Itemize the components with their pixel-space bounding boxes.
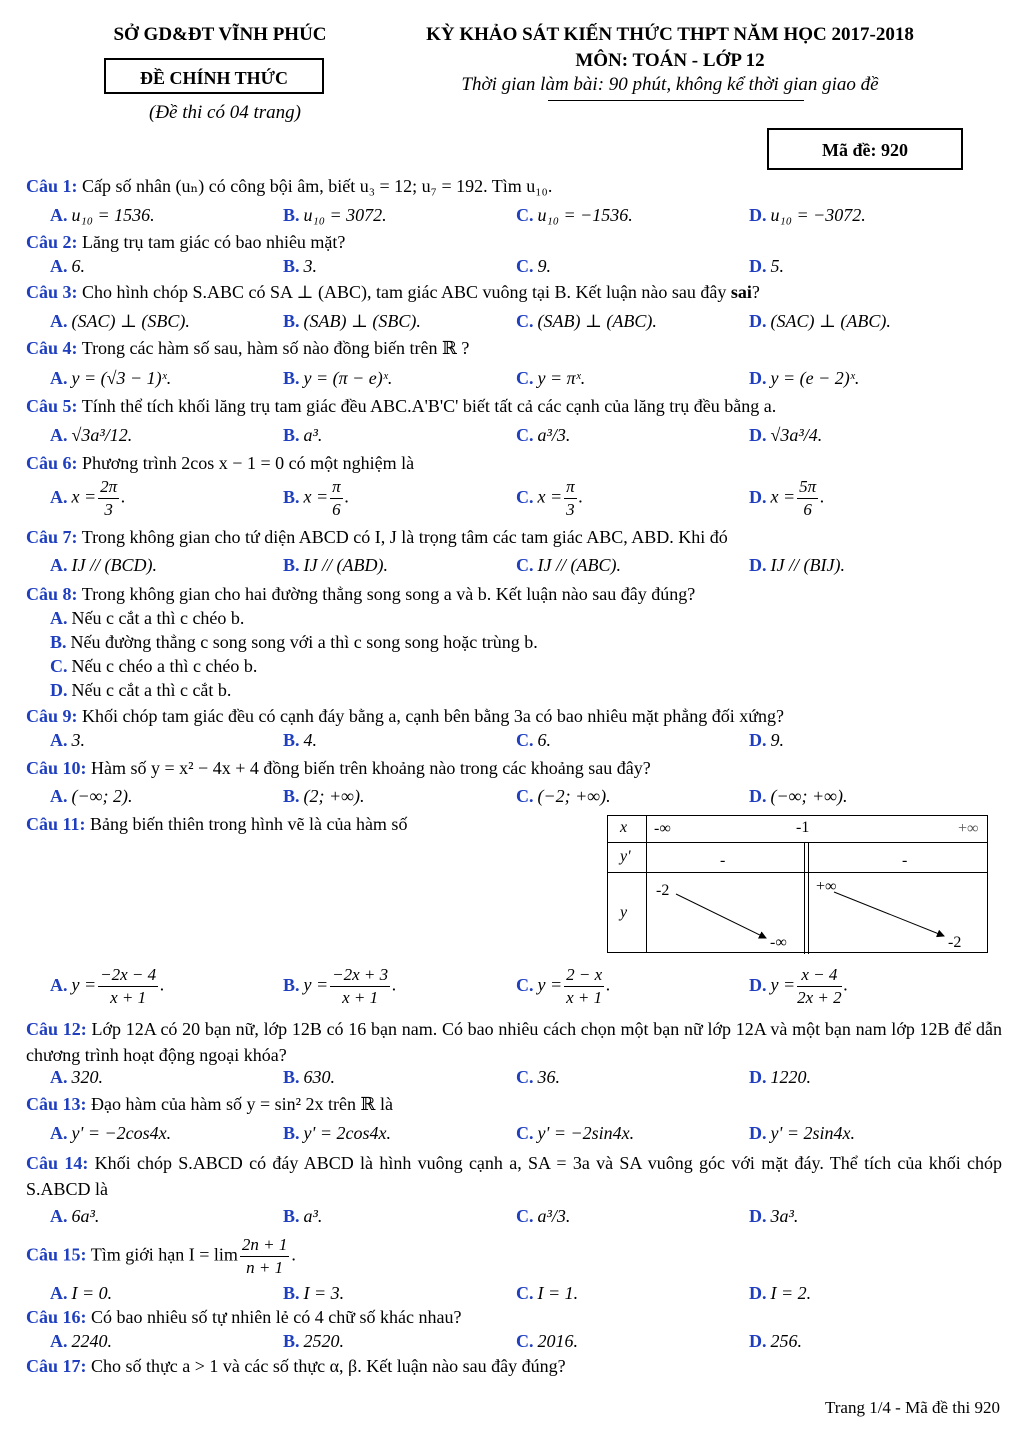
page-footer: Trang 1/4 - Mã đề thi 920	[824, 1398, 1000, 1417]
q7-option-b[interactable]: B. IJ // (ABD).	[283, 555, 388, 575]
q4-option-d[interactable]: D. y = (e − 2)ˣ.	[749, 368, 860, 388]
q6-option-b[interactable]: B. x = $\frac{\pi}{6}$ .	[283, 477, 350, 519]
question-16: Câu 16: Có bao nhiêu số tự nhiên lẻ có 4 chữ số khác nhau?	[26, 1307, 462, 1327]
q3-option-d[interactable]: D. (SAC) ⊥ (ABC).	[749, 311, 891, 331]
table-y-label: y	[620, 904, 628, 921]
question-7: Câu 7: Trong không gian cho tứ diện ABCD có I, J là trọng tâm các tam giác ABC, ABD. Khi đó	[26, 527, 728, 547]
q16-option-c[interactable]: C. 2016.	[516, 1331, 578, 1351]
q12-option-c[interactable]: C. 36.	[516, 1067, 560, 1087]
q13-option-a[interactable]: A. y' = −2cos4x.	[50, 1123, 172, 1143]
q15-option-d[interactable]: D. I = 2.	[749, 1283, 812, 1303]
q6-option-a[interactable]: A. x = $\frac{2\pi}{3}$ .	[50, 477, 126, 519]
q16-option-b[interactable]: B. 2520.	[283, 1331, 345, 1351]
q10-option-c[interactable]: C. (−2; +∞).	[516, 786, 611, 806]
q2-option-d[interactable]: D. 5.	[749, 256, 784, 276]
exam-title: KỲ KHẢO SÁT KIẾN THỨC THPT NĂM HỌC 2017-2018	[426, 24, 914, 45]
question-3: Câu 3: Cho hình chóp S.ABC có SA ⊥ (ABC), tam giác ABC vuông tại B. Kết luận nào sau đây sai?	[26, 282, 760, 302]
q9-option-a[interactable]: A. 3.	[50, 730, 85, 750]
question-2: Câu 2: Lăng trụ tam giác có bao nhiêu mặt?	[26, 232, 346, 252]
question-10: Câu 10: Hàm số y = x² − 4x + 4 đồng biến trên khoảng nào trong các khoảng sau đây?	[26, 758, 651, 778]
q14-option-c[interactable]: C. a³/3.	[516, 1206, 571, 1226]
q8-option-a[interactable]: A. Nếu c cắt a thì c chéo b.	[50, 608, 245, 628]
q13-option-d[interactable]: D. y' = 2sin4x.	[749, 1123, 855, 1143]
table-x-pos-inf: +∞	[958, 820, 979, 837]
q14-option-d[interactable]: D. 3a³.	[749, 1206, 799, 1226]
table-x-label: x	[620, 819, 628, 836]
q8-option-d[interactable]: D. Nếu c cắt a thì c cắt b.	[50, 680, 232, 700]
table-arrows	[608, 816, 989, 954]
question-8: Câu 8: Trong không gian cho hai đường thẳng song song a và b. Kết luận nào sau đây đúng?	[26, 584, 696, 604]
q9-option-c[interactable]: C. 6.	[516, 730, 551, 750]
q12-option-b[interactable]: B. 630.	[283, 1067, 336, 1087]
q5-option-d[interactable]: D. √3a³/4.	[749, 425, 823, 445]
question-4: Câu 4: Trong các hàm số sau, hàm số nào đồng biến trên ℝ ?	[26, 338, 470, 358]
question-5: Câu 5: Tính thể tích khối lăng trụ tam giác đều ABC.A'B'C' biết tất cả các cạnh của lăng trụ đều bằng a.	[26, 396, 777, 416]
q7-option-d[interactable]: D. IJ // (BIJ).	[749, 555, 845, 575]
decreasing-arrow-right	[834, 892, 944, 936]
q9-option-b[interactable]: B. 4.	[283, 730, 318, 750]
exam-time: Thời gian làm bài: 90 phút, không kể thời gian giao đề	[461, 74, 879, 95]
q16-option-d[interactable]: D. 256.	[749, 1331, 802, 1351]
question-13: Câu 13: Đạo hàm của hàm số y = sin² 2x trên ℝ là	[26, 1094, 393, 1114]
q1-option-c[interactable]: C. u₁₀ = −1536.	[516, 205, 633, 225]
q1-option-b[interactable]: B. u₁₀ = 3072.	[283, 205, 387, 225]
q8-option-b[interactable]: B. Nếu đường thẳng c song song với a thì c song song hoặc trùng b.	[50, 632, 538, 652]
table-y-left-bottom: -∞	[770, 934, 787, 951]
variation-table	[607, 815, 988, 953]
table-y-right-top: +∞	[816, 878, 837, 895]
decreasing-arrow-left	[676, 894, 766, 938]
q11-option-b[interactable]: B. y = $\frac{-2x + 3}{x + 1}$ .	[283, 965, 397, 1007]
q5-option-a[interactable]: A. √3a³/12.	[50, 425, 133, 445]
q5-option-c[interactable]: C. a³/3.	[516, 425, 571, 445]
q7-option-a[interactable]: A. IJ // (BCD).	[50, 555, 157, 575]
exam-subject: MÔN: TOÁN - LỚP 12	[575, 50, 765, 71]
q11-option-a[interactable]: A. y = $\frac{-2x - 4}{x + 1}$ .	[50, 965, 165, 1007]
q9-option-d[interactable]: D. 9.	[749, 730, 784, 750]
q2-option-b[interactable]: B. 3.	[283, 256, 318, 276]
pages-note: (Đề thi có 04 trang)	[149, 102, 301, 123]
q7-option-c[interactable]: C. IJ // (ABC).	[516, 555, 621, 575]
q15-option-a[interactable]: A. I = 0.	[50, 1283, 113, 1303]
q10-option-d[interactable]: D. (−∞; +∞).	[749, 786, 848, 806]
q14-option-a[interactable]: A. 6a³.	[50, 1206, 100, 1226]
q3-option-b[interactable]: B. (SAB) ⊥ (SBC).	[283, 311, 421, 331]
table-y-left-top: -2	[656, 882, 670, 899]
official-label: ĐỀ CHÍNH THỨC	[104, 58, 324, 94]
q14-option-b[interactable]: B. a³.	[283, 1206, 323, 1226]
department-name: SỞ GD&ĐT VĨNH PHÚC	[113, 24, 327, 45]
q4-option-a[interactable]: A. y = (√3 − 1)ˣ.	[50, 368, 172, 388]
table-y-right-bottom: -2	[948, 934, 962, 951]
q2-option-c[interactable]: C. 9.	[516, 256, 551, 276]
q15-option-b[interactable]: B. I = 3.	[283, 1283, 345, 1303]
q3-option-a[interactable]: A. (SAC) ⊥ (SBC).	[50, 311, 190, 331]
q16-option-a[interactable]: A. 2240.	[50, 1331, 112, 1351]
q13-option-b[interactable]: B. y' = 2cos4x.	[283, 1123, 391, 1143]
question-6: Câu 6: Phương trình 2cos x − 1 = 0 có một nghiệm là	[26, 453, 415, 473]
table-yprime-label: y'	[620, 848, 631, 865]
question-17: Câu 17: Cho số thực a > 1 và các số thực α, β. Kết luận nào sau đây đúng?	[26, 1356, 566, 1376]
q13-option-c[interactable]: C. y' = −2sin4x.	[516, 1123, 635, 1143]
question-15: Câu 15: Tìm giới hạn I = lim $\frac{2n + 1}{n + 1}$ .	[26, 1235, 296, 1277]
question-14: Câu 14: Khối chóp S.ABCD có đáy ABCD là hình vuông cạnh a, SA = 3a và SA vuông góc với mặt đáy. Thể tích của khối chóp S.ABCD là	[26, 1153, 1002, 1199]
q8-option-c[interactable]: C. Nếu c chéo a thì c chéo b.	[50, 656, 258, 676]
q12-option-a[interactable]: A. 320.	[50, 1067, 103, 1087]
q4-option-c[interactable]: C. y = πˣ.	[516, 368, 586, 388]
exam-code: Mã đề: 920	[767, 128, 963, 170]
question-9: Câu 9: Khối chóp tam giác đều có cạnh đáy bằng a, cạnh bên bằng 3a có bao nhiêu mặt phẳng đối xứng?	[26, 706, 785, 726]
question-12: Câu 12: Lớp 12A có 20 bạn nữ, lớp 12B có 16 bạn nam. Có bao nhiêu cách chọn một bạn nữ lớp 12A và một bạn nam lớp 12B để dẫn chương trình hoạt động ngoại khóa?	[26, 1019, 1002, 1065]
time-underline	[548, 100, 804, 101]
q5-option-b[interactable]: B. a³.	[283, 425, 323, 445]
question-11: Câu 11: Bảng biến thiên trong hình vẽ là của hàm số	[26, 814, 408, 834]
q11-option-d[interactable]: D. y = $\frac{x - 4}{2x + 2}$ .	[749, 965, 849, 1007]
table-yprime-sign-right: -	[902, 852, 908, 869]
q11-option-c[interactable]: C. y = $\frac{2 - x}{x + 1}$ .	[516, 965, 611, 1007]
q15-option-c[interactable]: C. I = 1.	[516, 1283, 579, 1303]
q1-option-a[interactable]: A. u₁₀ = 1536.	[50, 205, 155, 225]
q6-option-c[interactable]: C. x = $\frac{\pi}{3}$ .	[516, 477, 584, 519]
table-x-neg-inf: -∞	[654, 820, 671, 837]
q3-option-c[interactable]: C. (SAB) ⊥ (ABC).	[516, 311, 657, 331]
q12-option-d[interactable]: D. 1220.	[749, 1067, 811, 1087]
q10-option-b[interactable]: B. (2; +∞).	[283, 786, 365, 806]
table-x-minus-one: -1	[796, 819, 810, 836]
q6-option-d[interactable]: D. x = $\frac{5\pi}{6}$ .	[749, 477, 825, 519]
q2-option-a[interactable]: A. 6.	[50, 256, 85, 276]
table-yprime-sign-left: -	[720, 852, 726, 869]
q4-option-b[interactable]: B. y = (π − e)ˣ.	[283, 368, 393, 388]
question-1: Câu 1: Cấp số nhân (uₙ) có công bội âm, biết u₃ = 12; u₇ = 192. Tìm u₁₀.	[26, 176, 553, 196]
q1-option-d[interactable]: D. u₁₀ = −3072.	[749, 205, 866, 225]
q10-option-a[interactable]: A. (−∞; 2).	[50, 786, 133, 806]
